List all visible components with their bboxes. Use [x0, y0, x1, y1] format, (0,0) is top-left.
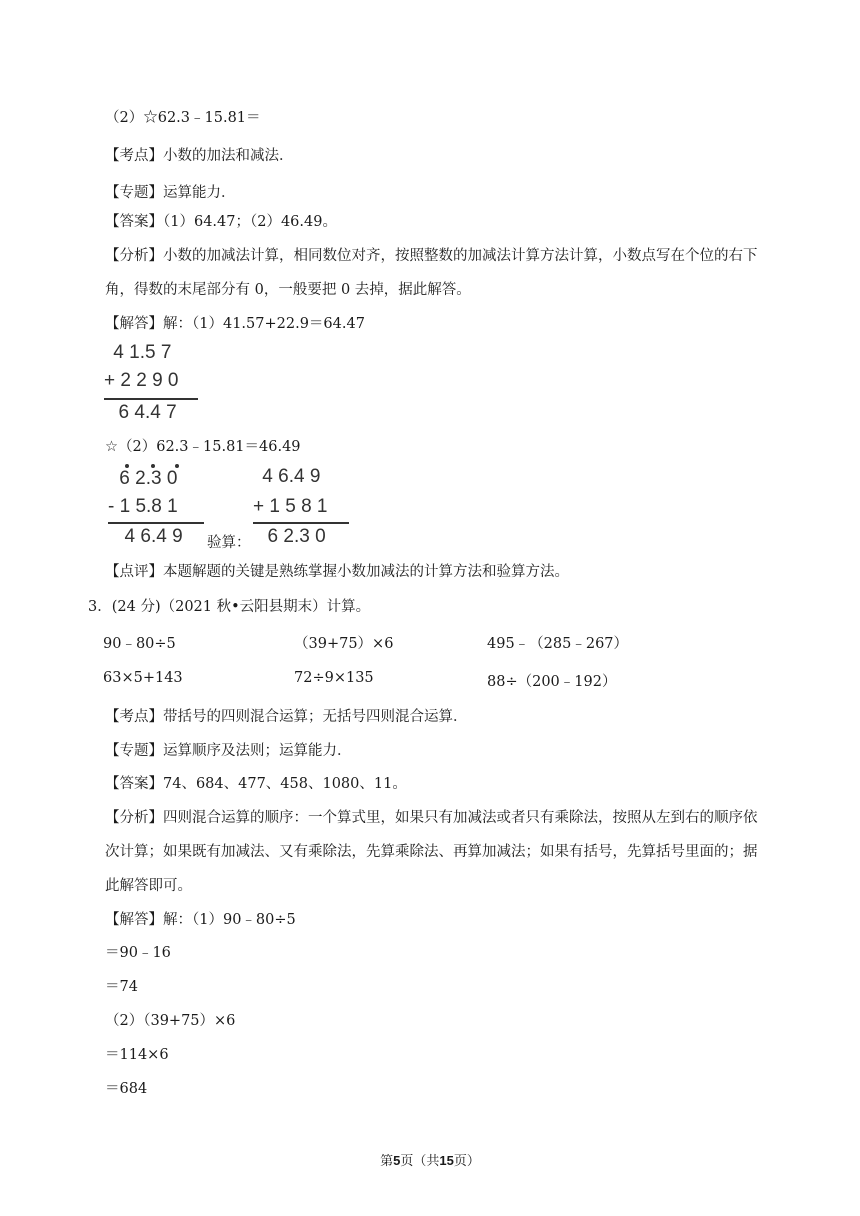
fenxi-2-line-2: 次计算；如果既有加减法、又有乘除法，先算乘除法、再算加减法；如果有括号，先算括号里面的；据: [105, 844, 758, 860]
vertical-1-row-2: + 2 2 9 0: [104, 370, 179, 391]
fenxi-1-line-2: 角，得数的末尾部分有 0，一般要把 0 去掉，据此解答。: [105, 282, 471, 298]
vertical-1-row-1: 4 1.5 7: [108, 342, 172, 363]
vertical-3-row-3: 6 2.3 0: [257, 526, 326, 547]
check-label: 验算：: [207, 535, 251, 551]
expr-4: 63×5+143: [103, 670, 183, 686]
jieda-1-part-2: ☆（2）62.3﹣15.81＝46.49: [105, 439, 301, 455]
expr-2: （39+75）×6: [294, 636, 394, 652]
answer-1: 【答案】（1）64.47；（2）46.49。: [105, 214, 337, 230]
part2-question: （2）☆62.3﹣15.81＝: [105, 110, 261, 126]
question-3-title: 3．(24 分)（2021 秋•云阳县期末）计算。: [88, 599, 371, 615]
footer-prefix: 第: [380, 1154, 394, 1169]
jieda-1: 【解答】解：（1）41.57+22.9＝64.47: [105, 316, 365, 332]
vertical-3-row-1: 4 6.4 9: [257, 466, 321, 487]
expr-1: 90﹣80÷5: [103, 636, 176, 652]
vertical-2-row-3: 4 6.4 9: [114, 526, 183, 547]
kaodian-2: 【考点】带括号的四则混合运算；无括号四则混合运算．: [105, 709, 468, 725]
expr-5: 72÷9×135: [294, 670, 374, 686]
dianping-1: 【点评】本题解题的关键是熟练掌握小数加减法的计算方法和验算方法。: [105, 564, 569, 580]
vertical-2-rule: [108, 522, 204, 524]
answer-2: 【答案】74、684、477、458、1080、11。: [105, 776, 407, 792]
vertical-3-row-2: + 1 5 8 1: [253, 496, 328, 517]
part2-expr: （2）（39+75）×6: [105, 1013, 236, 1029]
expr-6: 88÷（200﹣192）: [487, 674, 617, 690]
step-2: ＝74: [105, 979, 138, 995]
zhuanti-1: 【专题】运算能力．: [105, 185, 236, 201]
step-1: ＝90﹣16: [105, 945, 171, 961]
fenxi-1-line-1: 【分析】小数的加减法计算，相同数位对齐，按照整数的加减法计算方法计算，小数点写在个位的右下: [105, 248, 758, 264]
footer-mid: 页（共: [400, 1154, 440, 1169]
footer-page: 5: [393, 1153, 401, 1168]
vertical-3-rule: [253, 522, 349, 524]
vertical-calc-3: [249, 462, 359, 552]
vertical-1-row-3: 6 4.4 7: [108, 402, 177, 423]
footer-total: 15: [439, 1153, 454, 1168]
fenxi-2-line-3: 此解答即可。: [105, 878, 192, 894]
fenxi-2-line-1: 【分析】四则混合运算的顺序：一个算式里，如果只有加减法或者只有乘除法，按照从左到右的顺序依: [105, 810, 758, 826]
vertical-calc-2: [108, 462, 218, 552]
kaodian-1: 【考点】小数的加法和减法．: [105, 148, 294, 164]
page-footer: [0, 1150, 860, 1169]
vertical-1-rule: [104, 398, 198, 400]
jieda-2: 【解答】解：（1）90﹣80÷5: [105, 912, 296, 928]
zhuanti-2: 【专题】运算顺序及法则；运算能力．: [105, 743, 352, 759]
vertical-calc-1: [102, 340, 212, 430]
expr-3: 495﹣（285﹣267）: [487, 636, 629, 652]
step-4: ＝684: [105, 1081, 148, 1097]
step-3: ＝114×6: [105, 1047, 169, 1063]
vertical-2-row-1: 6 2.3 0: [114, 468, 178, 489]
footer-suffix: 页）: [453, 1154, 480, 1169]
vertical-2-row-2: - 1 5.8 1: [108, 496, 178, 517]
